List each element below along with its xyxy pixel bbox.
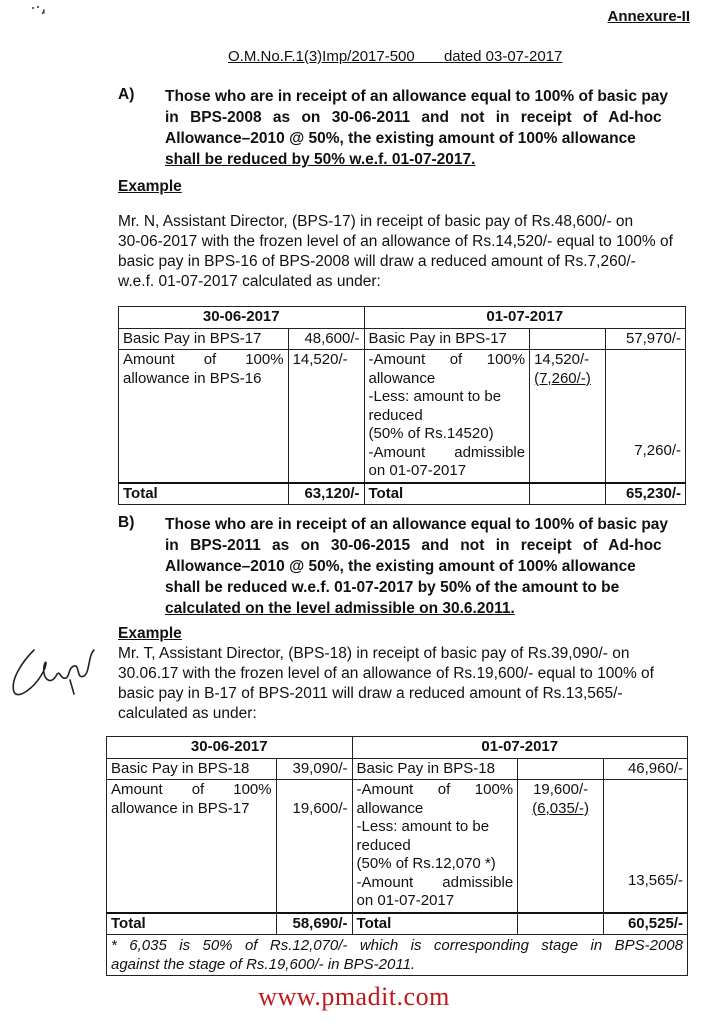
cell-line: Amount of 100% bbox=[111, 781, 272, 798]
section-b-table bbox=[106, 736, 688, 976]
cell: 39,090/- bbox=[276, 758, 352, 780]
cell bbox=[107, 780, 277, 913]
cell bbox=[119, 350, 289, 483]
cell: 14,520/- bbox=[288, 350, 364, 483]
cell bbox=[518, 780, 604, 913]
scan-mark bbox=[30, 4, 60, 34]
cell-line: 19,600/- bbox=[533, 781, 589, 798]
cell: Total bbox=[352, 913, 518, 935]
cell: Basic Pay in BPS-17 bbox=[119, 328, 289, 350]
table-header-before: 30-06-2017 bbox=[107, 737, 353, 759]
section-a-example-label: Example bbox=[118, 178, 182, 195]
om-number: O.M.No.F.1(3)Imp/2017-500 bbox=[228, 48, 415, 65]
table-footnote bbox=[107, 935, 688, 976]
cell bbox=[518, 758, 604, 780]
example-line: basic pay in B-17 of BPS-2011 will draw a reduced amount of Rs.13,565/- bbox=[118, 685, 623, 702]
cell bbox=[352, 780, 518, 913]
heading-underlined: shall be reduced by 50% w.e.f. 01-07-2017. bbox=[165, 151, 476, 168]
section-a-table bbox=[118, 306, 686, 505]
heading-line: in BPS-2008 as on 30-06-2011 and not in receipt of Ad-hoc bbox=[165, 109, 662, 126]
footnote-line: against the stage of Rs.19,600/- in BPS-2011. bbox=[111, 956, 416, 973]
section-b-example-label: Example bbox=[118, 625, 182, 642]
heading-line: Allowance–2010 @ 50%, the existing amount of 100% allowance bbox=[165, 558, 636, 575]
cell bbox=[530, 483, 606, 505]
heading-line: Allowance–2010 @ 50%, the existing amount of 100% allowance bbox=[165, 130, 636, 147]
heading-underlined: calculated on the level admissible on 30.6.2011. bbox=[165, 600, 515, 617]
om-reference bbox=[228, 48, 562, 65]
cell-line: (50% of Rs.14520) bbox=[368, 425, 494, 442]
cell-line: reduced bbox=[356, 836, 411, 854]
section-a-example-text bbox=[118, 212, 688, 292]
table-header-after: 01-07-2017 bbox=[364, 307, 686, 329]
cell: 48,600/- bbox=[288, 328, 364, 350]
cell-line: allowance bbox=[368, 369, 436, 387]
example-line: Mr. T, Assistant Director, (BPS-18) in receipt of basic pay of Rs.39,090/- on bbox=[118, 645, 630, 662]
cell: 13,565/- bbox=[604, 780, 688, 913]
heading-line: shall be reduced w.e.f. 01-07-2017 by 50% of the amount to be bbox=[165, 579, 620, 596]
cell-line: 14,520/- bbox=[534, 351, 590, 368]
signature bbox=[4, 636, 104, 706]
cell: 7,260/- bbox=[606, 350, 686, 483]
cell: Total bbox=[364, 483, 530, 505]
annexure-label: Annexure-II bbox=[607, 8, 690, 25]
section-a-heading bbox=[165, 86, 687, 170]
section-a-label: A) bbox=[118, 86, 135, 103]
table-header-before: 30-06-2017 bbox=[119, 307, 365, 329]
section-b-example-text bbox=[118, 644, 688, 724]
cell-line: -Amount admissible bbox=[356, 873, 514, 891]
cell-line: allowance in BPS-17 bbox=[111, 799, 250, 817]
cell: 57,970/- bbox=[606, 328, 686, 350]
cell-line: allowance bbox=[356, 799, 424, 817]
cell: Total bbox=[119, 483, 289, 505]
cell: 60,525/- bbox=[604, 913, 688, 935]
cell: Total bbox=[107, 913, 277, 935]
om-date: dated 03-07-2017 bbox=[443, 48, 563, 65]
cell bbox=[518, 913, 604, 935]
website-footer: www.pmadit.com bbox=[258, 982, 450, 1011]
cell bbox=[530, 350, 606, 483]
cell: Basic Pay in BPS-18 bbox=[107, 758, 277, 780]
cell-line: -Less: amount to be bbox=[356, 818, 490, 835]
example-line: 30.06.17 with the frozen level of an allowance of Rs.19,600/- equal to 100% of bbox=[118, 665, 654, 682]
cell-line: -Amount of 100% bbox=[368, 351, 526, 368]
example-line: basic pay in BPS-16 of BPS-2008 will draw a reduced amount of Rs.7,260/- bbox=[118, 253, 636, 270]
example-line: Mr. N, Assistant Director, (BPS-17) in receipt of basic pay of Rs.48,600/- on bbox=[118, 213, 634, 230]
cell bbox=[530, 328, 606, 350]
example-line: 30-06-2017 with the frozen level of an allowance of Rs.14,520/- equal to 100% of bbox=[118, 233, 673, 250]
cell bbox=[364, 350, 530, 483]
cell: 65,230/- bbox=[606, 483, 686, 505]
cell: 58,690/- bbox=[276, 913, 352, 935]
section-b-label: B) bbox=[118, 514, 135, 531]
cell: 46,960/- bbox=[604, 758, 688, 780]
cell-line: on 01-07-2017 bbox=[368, 462, 467, 479]
cell-line: (7,260/-) bbox=[534, 369, 591, 387]
example-line: calculated as under: bbox=[118, 705, 257, 722]
cell: 63,120/- bbox=[288, 483, 364, 505]
cell-line: -Amount admissible bbox=[368, 443, 526, 461]
heading-line: Those who are in receipt of an allowance equal to 100% of basic pay bbox=[165, 88, 669, 105]
table-header-after: 01-07-2017 bbox=[352, 737, 687, 759]
cell: 19,600/- bbox=[276, 780, 352, 913]
cell-line: on 01-07-2017 bbox=[356, 892, 455, 909]
cell: Basic Pay in BPS-18 bbox=[352, 758, 518, 780]
cell-line: -Amount of 100% bbox=[356, 781, 514, 798]
cell-line: (6,035/-) bbox=[532, 799, 589, 817]
cell-line: allowance in BPS-16 bbox=[123, 369, 262, 387]
section-b-heading bbox=[165, 514, 687, 619]
heading-line: in BPS-2011 as on 30-06-2015 and not in receipt of Ad-hoc bbox=[165, 537, 662, 554]
cell-line: (50% of Rs.12,070 *) bbox=[356, 855, 496, 872]
footnote-line: * 6,035 is 50% of Rs.12,070/- which is corresponding stage in BPS-2008 bbox=[111, 937, 683, 954]
cell-line: Amount of 100% bbox=[123, 351, 284, 368]
example-line: w.e.f. 01-07-2017 calculated as under: bbox=[118, 273, 381, 290]
cell-line: -Less: amount to be bbox=[368, 388, 502, 405]
heading-line: Those who are in receipt of an allowance equal to 100% of basic pay bbox=[165, 516, 669, 533]
cell: Basic Pay in BPS-17 bbox=[364, 328, 530, 350]
cell-line: reduced bbox=[368, 406, 423, 424]
